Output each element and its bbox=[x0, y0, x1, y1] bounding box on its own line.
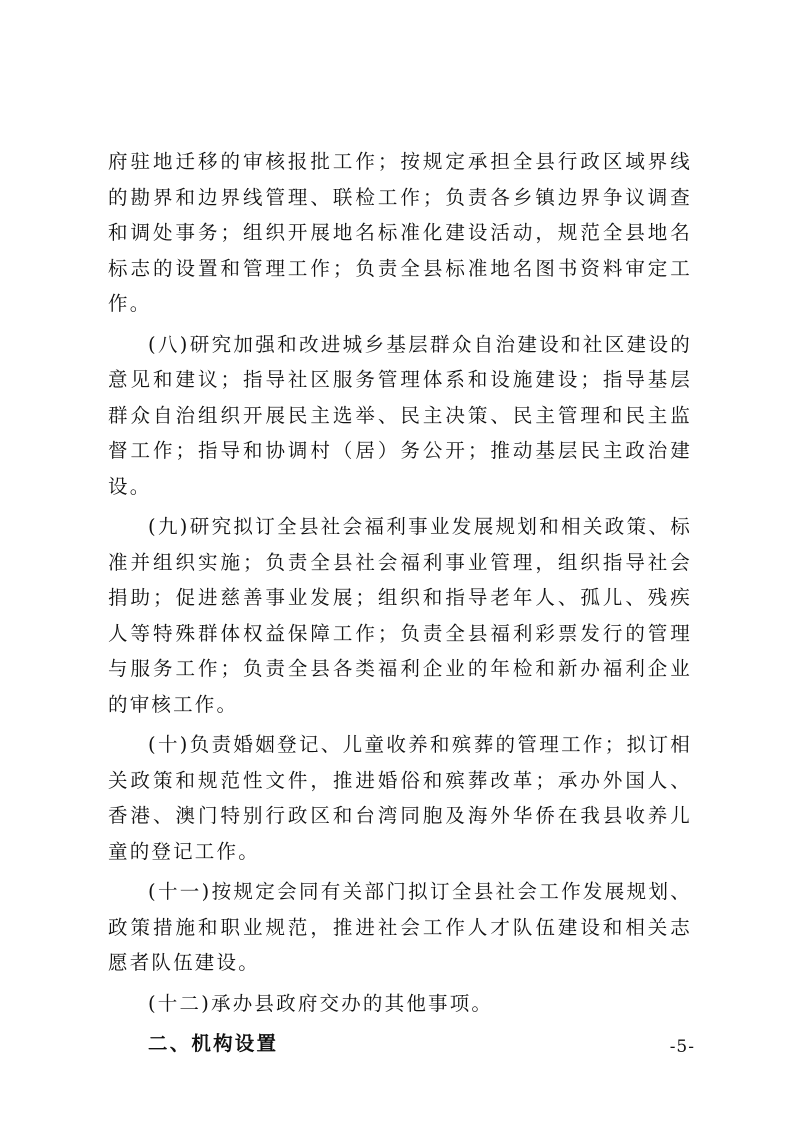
paragraph-item-12: (十二)承办县政府交办的其他事项。 bbox=[148, 991, 494, 1015]
page-number: -5- bbox=[669, 1037, 695, 1057]
body-text bbox=[108, 144, 692, 1062]
section-heading: 二、机构设置 bbox=[148, 1032, 279, 1055]
paragraph-item-9: (九)研究拟订全县社会福利事业发展规划和相关政策、标准并组织实施；负责全县社会福利事业管理，组织指导社会捐助；促进慈善事业发展；组织和指导老年人、孤儿、残疾人等特殊群体权益保障工作；负责全县福利彩票发行的管理与服务工作；负责全县各类福利企业的年检和新办福利企业的审核工作。 bbox=[108, 515, 692, 716]
paragraph-item-11: (十一)按规定会同有关部门拟订全县社会工作发展规划、政策措施和职业规范，推进社会工作人才队伍建设和相关志愿者队伍建设。 bbox=[108, 880, 692, 974]
paragraph-item-8: (八)研究加强和改进城乡基层群众自治建设和社区建设的意见和建议；指导社区服务管理体系和设施建设；指导基层群众自治组织开展民主选举、民主决策、民主管理和民主监督工作；指导和协调村（居）务公开；推动基层民主政治建设。 bbox=[108, 332, 692, 498]
paragraph-continuation: 府驻地迁移的审核报批工作；按规定承担全县行政区域界线的勘界和边界线管理、联检工作；负责各乡镇边界争议调查和调处事务；组织开展地名标准化建设活动，规范全县地名标志的设置和管理工作；负责全县标准地名图书资料审定工作。 bbox=[108, 150, 692, 315]
paragraph-item-10: (十)负责婚姻登记、儿童收养和殡葬的管理工作；拟订相关政策和规范性文件，推进婚俗和殡葬改革；承办外国人、香港、澳门特别行政区和台湾同胞及海外华侨在我县收养儿童的登记工作。 bbox=[108, 733, 692, 863]
